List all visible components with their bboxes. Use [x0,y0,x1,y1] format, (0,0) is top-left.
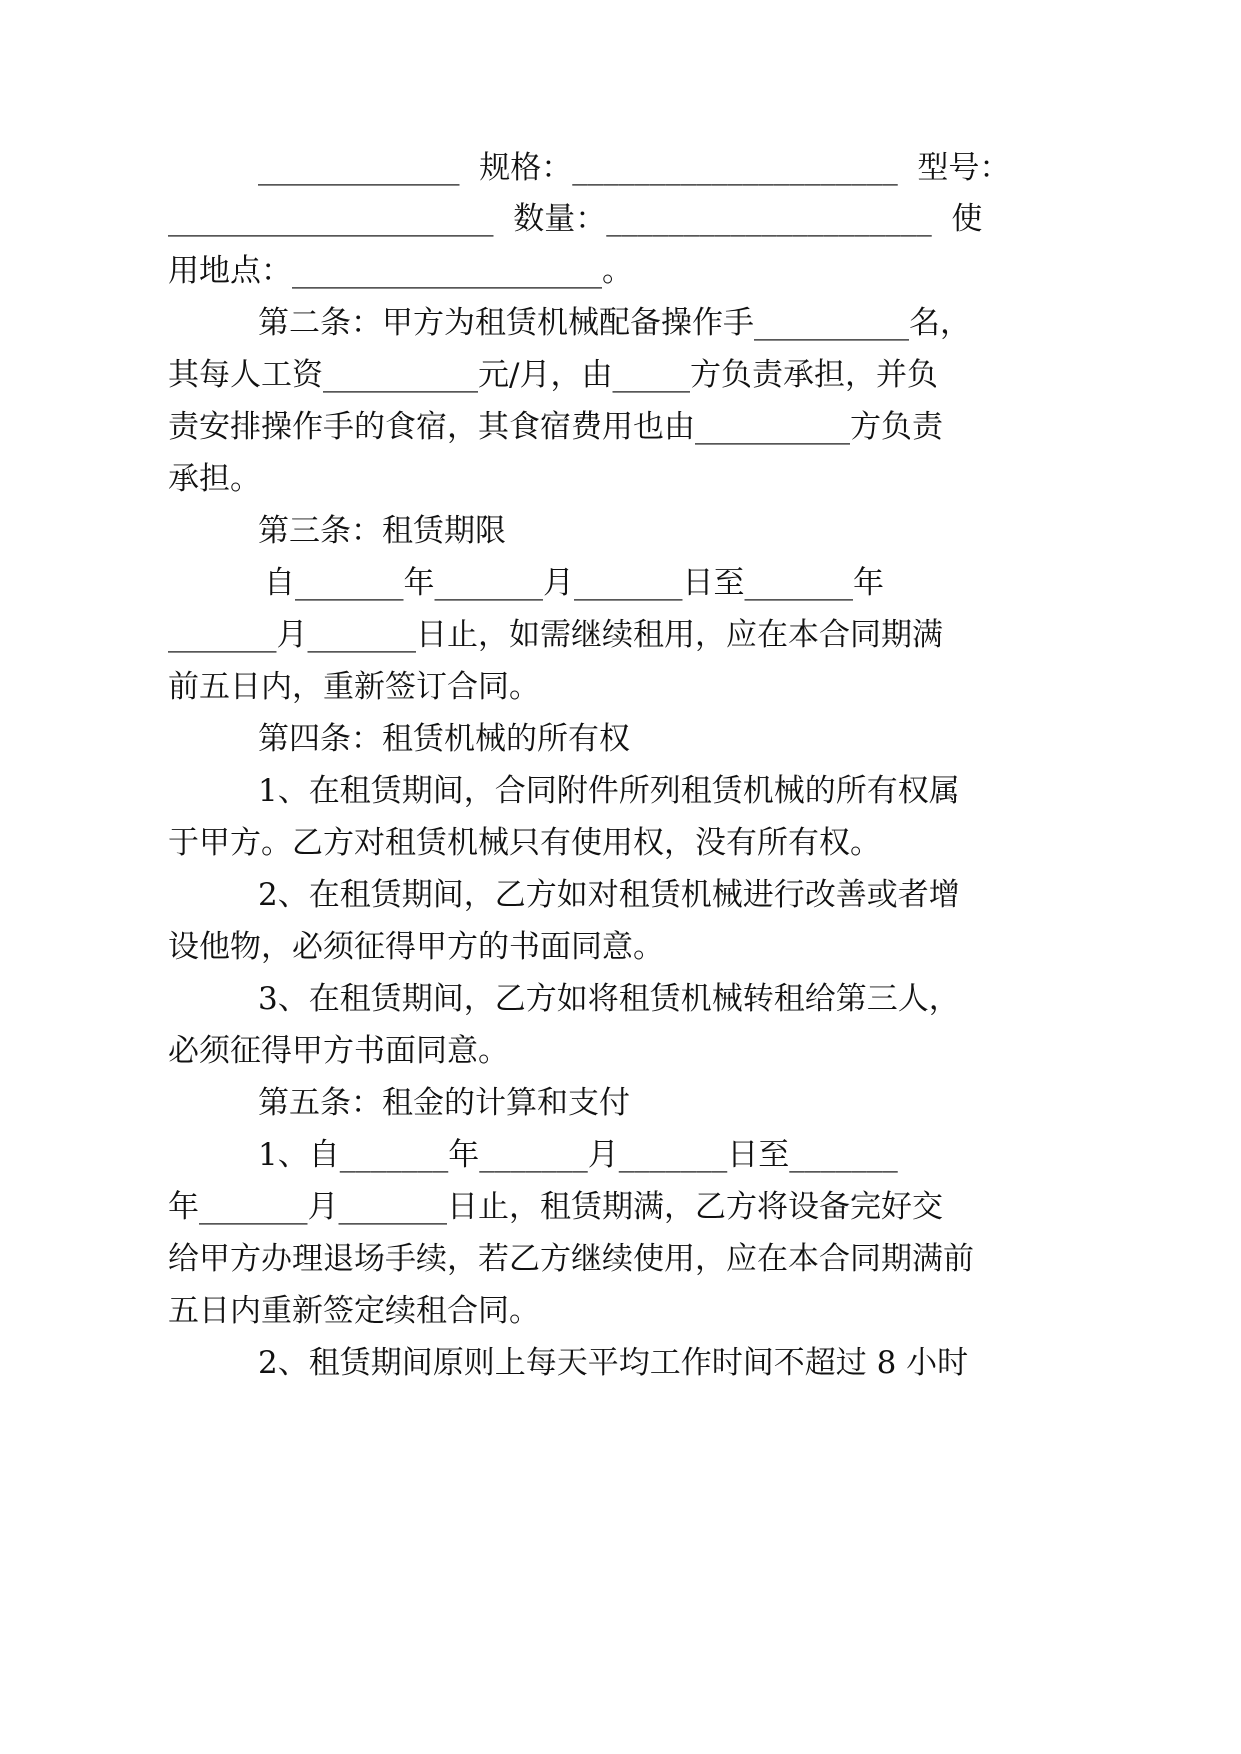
text-line [0,1026,1241,1076]
text-line-content: 其每人工资__________元/月，由_____方负责承担，并负 [168,357,938,393]
text-line [0,818,1241,868]
text-line-content: 必须征得甲方书面同意。 [168,1033,509,1069]
text-line [0,194,1241,244]
article-heading [0,1078,1241,1128]
text-line-content: 前五日内，重新签订合同。 [168,669,540,705]
text-line [0,1338,1241,1388]
text-line-content: 1、在租赁期间，合同附件所列租赁机械的所有权属 [258,773,960,809]
article-heading [0,506,1241,556]
text-line-content: 第三条：租赁期限 [258,513,506,549]
text-line-content: 3、在租赁期间，乙方如将租赁机械转租给第三人， [258,981,960,1017]
text-line-content: 于甲方。乙方对租赁机械只有使用权，没有所有权。 [168,825,881,861]
article-heading [0,714,1241,764]
text-line-content: _______月_______日止，如需继续租用，应在本合同期满 [168,617,943,653]
text-line [0,402,1241,452]
text-line [0,974,1241,1024]
text-line-content: 自_______年_______月_______日至_______年 [264,565,884,601]
text-line [0,350,1241,400]
text-line-content: _____________________ 数量：_____________________ 使 [168,201,983,237]
text-line [0,454,1241,504]
text-line-content: 设他物，必须征得甲方的书面同意。 [168,929,664,965]
text-line [0,143,1241,193]
article-heading [0,298,1241,348]
text-line [0,610,1241,660]
text-line-content: 1、自_______年_______月_______日至_______ [258,1137,898,1173]
text-line-content: 2、在租赁期间，乙方如对租赁机械进行改善或者增 [258,877,960,913]
text-line [0,766,1241,816]
text-line-content: 2、租赁期间原则上每天平均工作时间不超过 8 小时 [258,1345,969,1381]
text-line-content: 第四条：租赁机械的所有权 [258,721,630,757]
text-line-content: 第五条：租金的计算和支付 [258,1085,630,1121]
text-line-content: 责安排操作手的食宿，其食宿费用也由__________方负责 [168,409,943,445]
text-line [0,1286,1241,1336]
text-line-content: 给甲方办理退场手续，若乙方继续使用，应在本合同期满前 [168,1241,974,1277]
text-line [0,558,1241,608]
text-line-content: 第二条：甲方为租赁机械配备操作手__________名， [258,305,971,341]
text-line-content: _____________ 规格：_____________________ 型号： [258,150,1011,186]
text-line [0,870,1241,920]
text-line-content: 承担。 [168,461,261,497]
text-line-content: 年_______月_______日止，租赁期满，乙方将设备完好交 [168,1189,943,1225]
text-line-content: 用地点：____________________。 [168,253,633,289]
text-line [0,1234,1241,1284]
text-line [0,662,1241,712]
text-line [0,1130,1241,1180]
text-line [0,922,1241,972]
text-line [0,1182,1241,1232]
text-line-content: 五日内重新签定续租合同。 [168,1293,540,1329]
text-line [0,246,1241,296]
